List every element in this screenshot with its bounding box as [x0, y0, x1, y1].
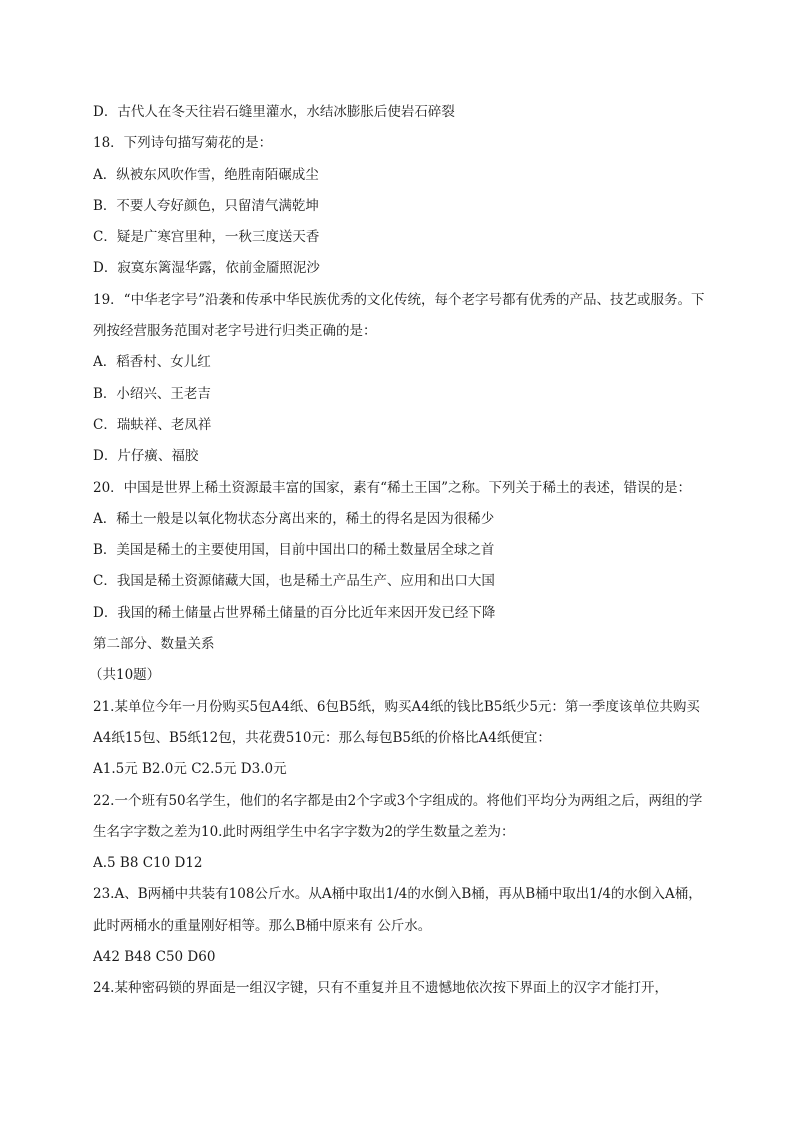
- document-content: [89, 97, 705, 1005]
- q17-option-d: D．古代人在冬天往岩石缝里灌水，水结冰膨胀后使岩石碎裂: [93, 104, 455, 120]
- section-count: （共10题）: [89, 667, 161, 684]
- q24-stem: 24.某种密码锁的界面是一组汉字键，只有不重复并且不遗憾地依次按下界面上的汉字才能打开，: [93, 980, 668, 997]
- q22-options: A.5 B8 C10 D12: [93, 855, 203, 872]
- q18-option-d: D．寂寞东篱湿华露，依前金靥照泥沙: [93, 260, 320, 277]
- q20-option-b: B．美国是稀土的主要使用国，目前中国出口的稀土数量居全球之首: [93, 542, 495, 559]
- q22-stem: 22.一个班有50名学生，他们的名字都是由2个字或3个字组成的。将他们平均分为两组之后，两组的学生名字字数之差为10.此时两组学生中名字字数为2的学生数量之差为：: [93, 792, 703, 840]
- q20-stem: 20．中国是世界上稀土资源最丰富的国家，素有“稀土王国”之称。下列关于稀土的表述，错误的是：: [93, 479, 691, 496]
- q23-options: A42 B48 C50 D60: [93, 949, 216, 966]
- q19-option-c: C．瑞蚨祥、老凤祥: [93, 416, 212, 433]
- q21-stem: 21.某单位今年一月份购买5包A4纸、6包B5纸，购买A4纸的钱比B5纸少5元：第一季度该单位共购买A4纸15包、B5纸12包，共花费510元：那么每包B5纸的价格比A4纸便宜：: [93, 698, 700, 746]
- q19-option-b: B．小绍兴、王老吉: [93, 385, 211, 402]
- q20-option-a: A．稀土一般是以氧化物状态分离出来的，稀土的得名是因为很稀少: [93, 510, 495, 527]
- q23-stem: 23.A、B两桶中共装有108公斤水。从A桶中取出1/4的水倒入B桶，再从B桶中取出1/4的水倒入A桶，此时两桶水的重量刚好相等。那么B桶中原来有 公斤水。: [93, 886, 702, 934]
- q20-option-c: C．我国是稀土资源储藏大国，也是稀土产品生产、应用和出口大国: [93, 573, 495, 590]
- q21-options: A1.5元 B2.0元 C2.5元 D3.0元: [93, 761, 287, 778]
- q19-stem: 19．“中华老字号”沿袭和传承中华民族优秀的文化传统，每个老字号都有优秀的产品、技艺或服务。下列按经营服务范围对老字号进行归类正确的是：: [93, 291, 705, 340]
- q18-option-a: A．纵被东风吹作雪，绝胜南陌碾成尘: [93, 166, 319, 183]
- q18-option-b: B．不要人夸好颜色，只留清气满乾坤: [93, 197, 319, 214]
- q19-option-d: D．片仔癀、福胶: [93, 448, 199, 465]
- q20-option-d: D．我国的稀土储量占世界稀土储量的百分比近年来因开发已经下降: [93, 604, 496, 621]
- q18-option-c: C．疑是广寒宫里种，一秋三度送天香: [93, 229, 320, 246]
- q19-option-a: A．稻香村、女儿红: [93, 354, 211, 371]
- section-title: 第二部分、数量关系: [93, 636, 215, 653]
- q18-stem: 18．下列诗句描写菊花的是：: [93, 135, 273, 152]
